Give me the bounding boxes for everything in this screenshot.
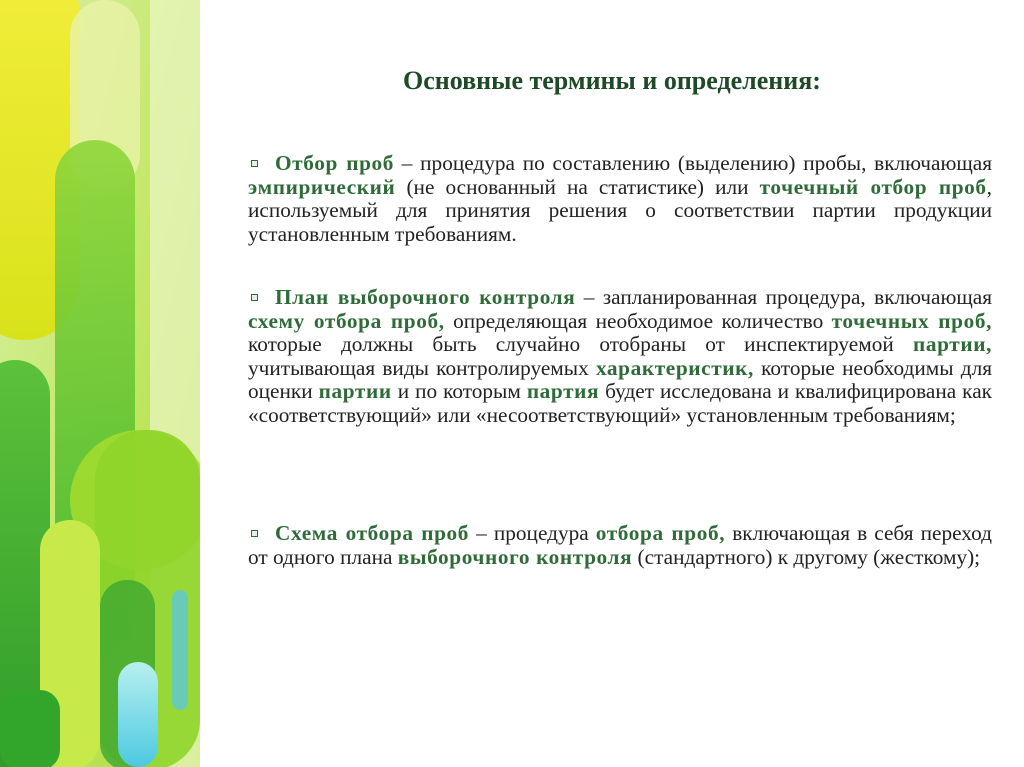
highlighted-term: партия [526,379,600,403]
definition-text: которые должны быть случайно отобраны от инспектируемой [248,332,913,356]
square-bullet-icon [251,294,258,301]
decorative-green-shapes [0,0,200,767]
term-name: План выборочного контроля [275,285,576,309]
highlighted-term: партии [318,379,392,403]
term-sampling-plan [248,286,992,427]
term-sampling [248,152,992,246]
slide-title: Основные термины и определения: [403,66,821,95]
highlighted-term: точечных проб, [831,308,992,333]
term-sampling-scheme [248,522,992,569]
highlighted-term: точечный отбор проб [759,174,987,199]
definition-text: – процедура [469,521,596,545]
definition-text: учитывающая виды контролируемых [248,355,596,380]
term-name: Схема отбора проб [275,521,470,545]
term-name: Отбор проб [275,151,395,175]
definition-text: и по которым [391,379,527,403]
definition-text: включающая в себя переход от одного плана [248,521,992,569]
highlighted-term: выборочного контроля [397,544,633,569]
highlighted-term: эмпирический [248,174,396,199]
square-bullet-icon [251,160,258,167]
definition-text: , используемый для принятия решения о соответствии партии продукции установленным требованиям. [248,174,992,246]
definition-text: – процедура по составлению (выделению) пробы, включающая [394,151,992,175]
definition-text: которые необходимы для оценки [248,355,992,403]
definition-text: определяющая необходимое количество [444,308,832,333]
definition-text: будет исследована и квалифицирована как «соответствующий» или «несоответствующий» установленным требованиям; [248,379,992,427]
definition-text: (стандартного) к другому (жесткому); [632,544,981,569]
square-bullet-icon [251,530,258,537]
highlighted-term: схему отбора проб, [248,308,445,333]
highlighted-term: отбора проб, [595,521,726,545]
definition-text: – запланированная процедура, включающая [575,285,992,309]
highlighted-term: партии, [912,332,992,356]
definition-text: (не основанный на статистике) или [395,174,760,199]
highlighted-term: характеристик, [595,355,754,380]
